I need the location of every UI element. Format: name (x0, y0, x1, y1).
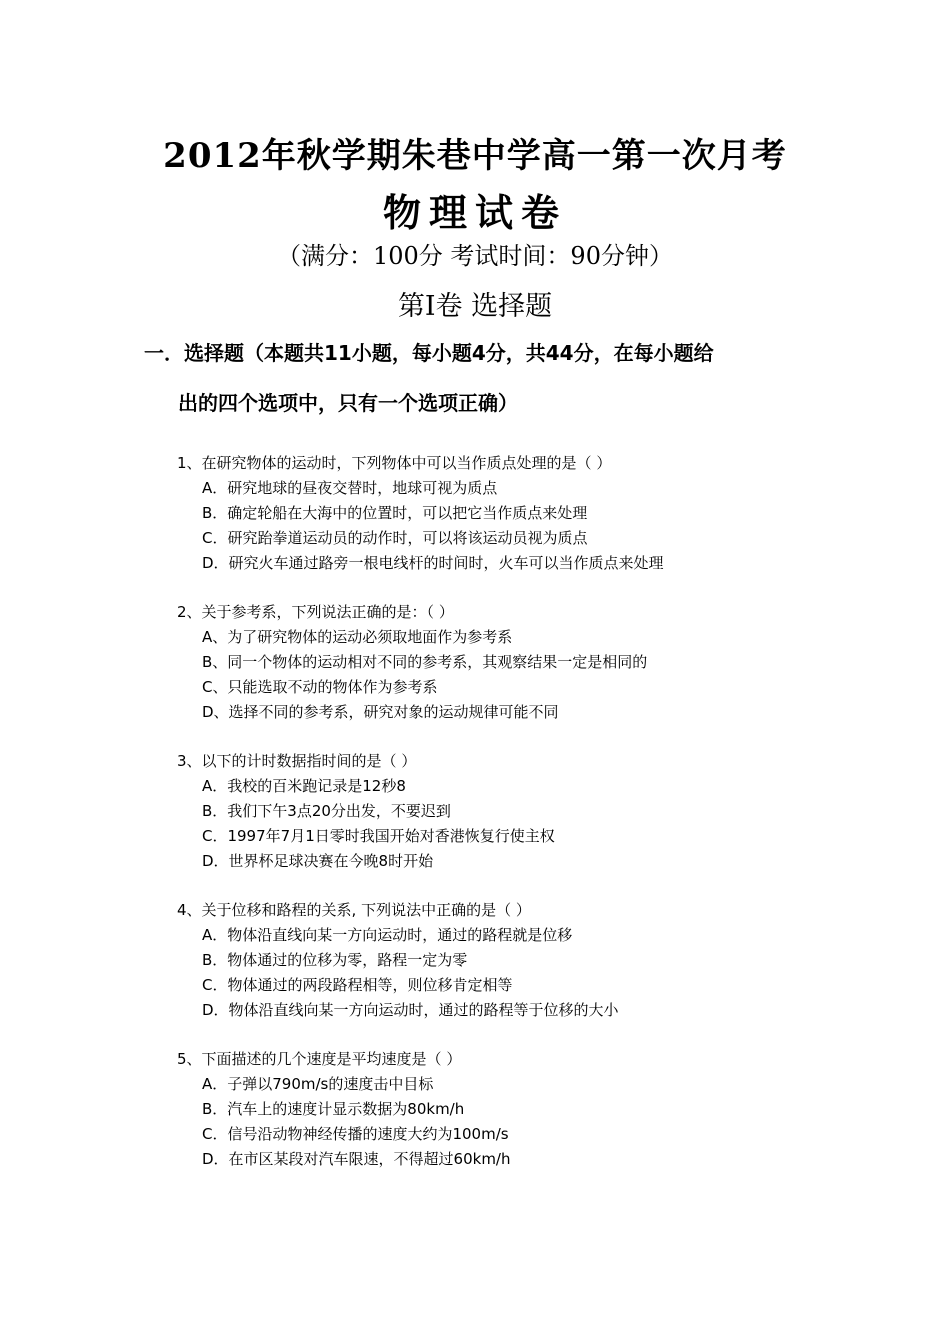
question-stem: 4、关于位移和路程的关系, 下列说法中正确的是（ ） (177, 901, 531, 919)
option-a: A、为了研究物体的运动必须取地面作为参考系 (202, 628, 513, 646)
question-4 (177, 898, 897, 1023)
question-2 (177, 600, 897, 725)
option-b: B．汽车上的速度计显示数据为80km/h (202, 1100, 465, 1118)
option-d: D．在市区某段对汽车限速，不得超过60km/h (202, 1150, 511, 1168)
option-b: B、同一个物体的运动相对不同的参考系，其观察结果一定是相同的 (202, 653, 648, 671)
section-heading-line1: 一．选择题（本题共11小题，每小题4分，共44分，在每小题给 (144, 341, 714, 365)
option-a: A．物体沿直线向某一方向运动时，通过的路程就是位移 (202, 926, 573, 944)
option-c: C．信号沿动物神经传播的速度大约为100m/s (202, 1125, 509, 1143)
option-d: D．研究火车通过路旁一根电线杆的时间时，火车可以当作质点来处理 (202, 554, 664, 572)
option-b: B．确定轮船在大海中的位置时，可以把它当作质点来处理 (202, 504, 588, 522)
option-b: B．我们下午3点20分出发，不要迟到 (202, 802, 451, 820)
option-c: C、只能选取不动的物体作为参考系 (202, 678, 438, 696)
option-a: A．我校的百米跑记录是12秒8 (202, 777, 406, 795)
exam-info: （满分：100分 考试时间：90分钟） (277, 242, 673, 270)
volume-title: 第Ⅰ卷 选择题 (397, 291, 553, 322)
option-b: B．物体通过的位移为零，路程一定为零 (202, 951, 468, 969)
question-stem: 5、下面描述的几个速度是平均速度是（ ） (177, 1050, 462, 1068)
question-3 (177, 749, 897, 874)
option-a: A．研究地球的昼夜交替时，地球可视为质点 (202, 479, 498, 497)
option-c: C．1997年7月1日零时我国开始对香港恢复行使主权 (202, 827, 555, 845)
question-list (177, 451, 897, 1196)
question-stem: 2、关于参考系，下列说法正确的是：（ ） (177, 603, 454, 621)
option-d: D．世界杯足球决赛在今晚8时开始 (202, 852, 434, 870)
question-stem: 3、以下的计时数据指时间的是（ ） (177, 752, 417, 770)
option-d: D、选择不同的参考系，研究对象的运动规律可能不同 (202, 703, 559, 721)
option-d: D．物体沿直线向某一方向运动时，通过的路程等于位移的大小 (202, 1001, 619, 1019)
subject-title: 物理试卷 (382, 191, 567, 235)
option-c: C．物体通过的两段路程相等，则位移肯定相等 (202, 976, 513, 994)
question-1 (177, 451, 897, 576)
exam-title: 2012年秋学期朱巷中学高一第一次月考 (163, 136, 787, 176)
question-stem: 1、在研究物体的运动时，下列物体中可以当作质点处理的是（ ） (177, 454, 612, 472)
option-a: A．子弹以790m/s的速度击中目标 (202, 1075, 434, 1093)
option-c: C．研究跆拳道运动员的动作时，可以将该运动员视为质点 (202, 529, 588, 547)
section-heading-line2: 出的四个选项中，只有一个选项正确） (178, 391, 518, 415)
question-5 (177, 1047, 897, 1172)
